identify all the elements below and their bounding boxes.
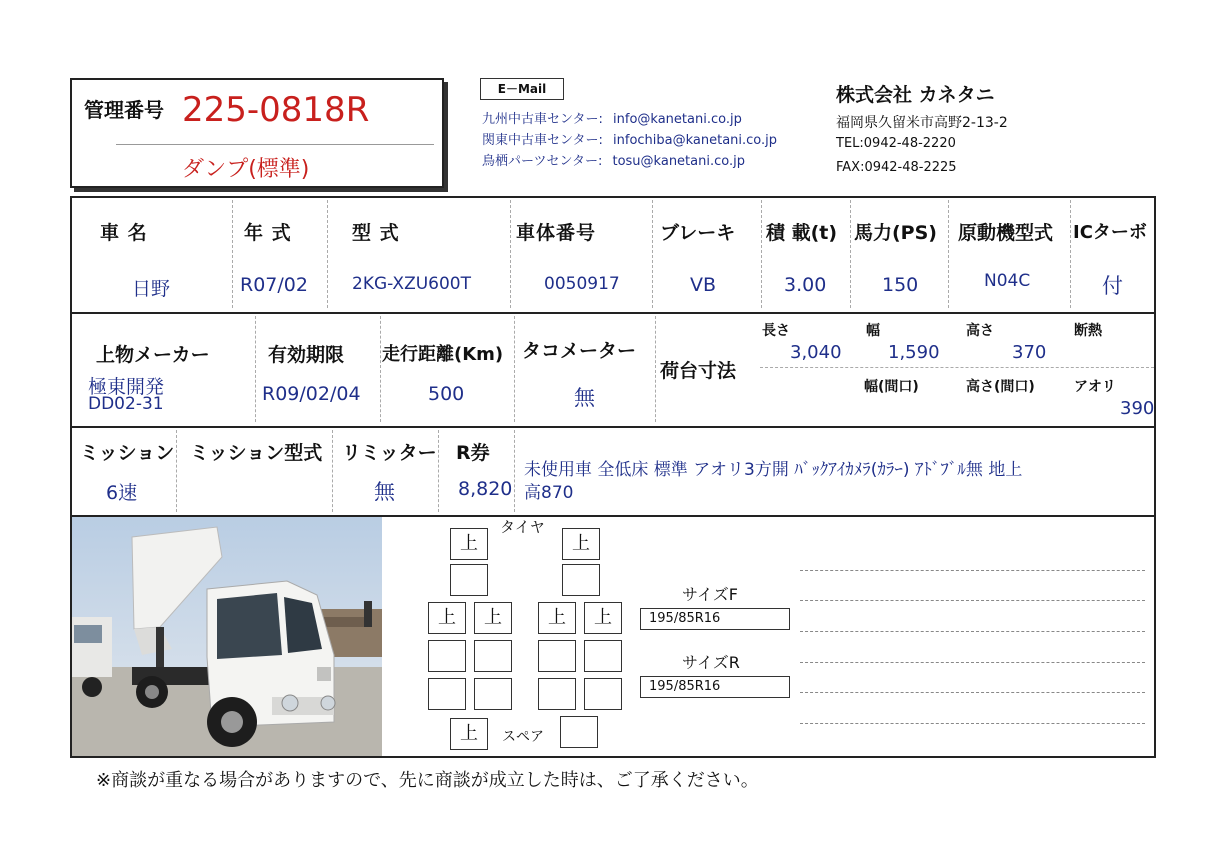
remarks-line2: 高870 [524,483,574,503]
tire-front-right: 上 [562,528,600,560]
tire-spare-mark: 上 [450,718,488,750]
label-height-open: 高さ(間口) [966,379,1035,395]
size-r-label: サイズR [682,653,740,672]
label-car-name: 車 名 [100,222,148,244]
label-load: 積 載(t) [766,222,838,244]
row-divider [70,426,1156,428]
value-body-model: DD02-31 [88,394,164,414]
size-f-label: サイズF [682,585,738,604]
label-year: 年 式 [244,222,292,244]
tire-front-left: 上 [450,528,488,560]
note-line [800,723,1145,724]
label-length: 長さ [762,323,790,339]
tire-rear-2-ri [538,640,576,672]
value-rken: 8,820 [458,478,513,500]
contact-row-tosu [482,150,745,169]
row-divider [70,312,1156,314]
col-sep [255,316,256,422]
tire-spare [560,716,598,748]
value-height: 370 [1012,342,1047,363]
tire-rear-right-inner: 上 [538,602,576,634]
label-limiter: リミッター [342,442,437,464]
col-sep [1070,200,1071,308]
col-sep [232,200,233,308]
label-mission: ミッション [80,442,175,464]
value-limiter: 無 [374,480,395,504]
value-body-maker: 極東開発 [88,376,165,398]
col-sep [514,316,515,422]
value-expiry: R09/02/04 [262,383,361,405]
label-brake: ブレーキ [660,222,736,244]
label-bed-size: 荷台寸法 [660,360,737,382]
contact-row-kyushu [482,108,742,127]
label-chassis: 車体番号 [516,222,597,244]
tire-rear-2-ro [584,640,622,672]
truck-photo [72,517,382,756]
note-line [800,570,1145,571]
label-gate: アオリ [1074,379,1116,395]
size-r-value: 195/85R16 [640,676,790,698]
tire-rear-3-ro [584,678,622,710]
company-fax: FAX:0942-48-2225 [836,160,957,175]
mgmt-divider [116,144,434,145]
contact-email[interactable]: tosu@kanetani.co.jp [612,154,745,169]
dims-sep [760,367,1154,368]
mgmt-label: 管理番号 [84,98,164,122]
label-body-maker: 上物メーカー [96,344,210,366]
label-expiry: 有効期限 [268,344,345,366]
contact-center: 関東中古車センター: [482,133,603,148]
label-mission-type: ミッション型式 [190,442,323,464]
col-sep [438,430,439,512]
value-mission: 6速 [106,482,138,504]
value-model: 2KG-XZU600T [352,274,471,294]
value-width: 1,590 [888,342,940,363]
label-height: 高さ [966,323,994,339]
value-length: 3,040 [790,342,842,363]
size-f-value: 195/85R16 [640,608,790,630]
col-sep [948,200,949,308]
tire-rear-2-lo [428,640,466,672]
label-power: 馬力(PS) [854,222,937,244]
label-rken: R券 [456,442,490,464]
value-tacho: 無 [574,386,595,410]
tire-rear-2-li [474,640,512,672]
tire-title: タイヤ [500,518,545,536]
col-sep [655,316,656,422]
col-sep [332,430,333,512]
col-sep [761,200,762,308]
label-width-open: 幅(間口) [864,379,919,395]
contact-center: 鳥栖パーツセンター: [482,154,603,169]
company-name: 株式会社 カネタニ [836,84,995,106]
tire-rear-left-outer: 上 [428,602,466,634]
value-year: R07/02 [240,274,308,296]
label-insulation: 断熱 [1074,323,1102,339]
value-turbo: 付 [1102,274,1123,298]
footer-note: ※商談が重なる場合がありますので、先に商談が成立した時は、ご了承ください。 [96,770,759,791]
col-sep [514,430,515,512]
tire-rear-3-li [474,678,512,710]
value-chassis: 0050917 [544,274,620,294]
label-model: 型 式 [352,222,400,244]
company-address: 福岡県久留米市高野2-13-2 [836,115,1008,131]
tire-front-right-2 [562,564,600,596]
email-label: E－Mail [480,78,564,100]
mgmt-number: 225-0818R [182,90,370,130]
note-line [800,692,1145,693]
mgmt-box [70,78,444,188]
value-engine: N04C [984,271,1031,291]
tire-rear-left-inner: 上 [474,602,512,634]
remarks-line1: 未使用車 全低床 標準 アオリ3方開 ﾊﾞｯｸｱｲｶﾒﾗ(ｶﾗｰ) ｱﾄﾞﾌﾞﾙ無 地上 [524,460,1023,480]
col-sep [652,200,653,308]
label-mileage: 走行距離(Km) [382,344,504,365]
tire-front-left-2 [450,564,488,596]
value-power: 150 [882,274,919,296]
note-line [800,600,1145,601]
company-tel: TEL:0942-48-2220 [836,136,956,151]
value-brake: VB [690,274,717,296]
label-width: 幅 [866,323,880,339]
tire-rear-3-lo [428,678,466,710]
value-mileage: 500 [428,383,465,405]
label-tacho: タコメーター [522,340,637,362]
note-line [800,662,1145,663]
spare-label: スペア [502,729,544,745]
vehicle-type: ダンプ(標準) [182,157,310,182]
label-turbo: ICターボ [1073,222,1147,243]
col-sep [327,200,328,308]
tire-rear-3-ri [538,678,576,710]
value-car-name: 日野 [132,278,171,300]
contact-row-kanto [482,129,777,148]
value-load: 3.00 [784,274,827,296]
label-engine: 原動機型式 [958,222,1054,244]
col-sep [850,200,851,308]
col-sep [380,316,381,422]
tire-rear-right-outer: 上 [584,602,622,634]
contact-email[interactable]: infochiba@kanetani.co.jp [613,133,778,148]
contact-email[interactable]: info@kanetani.co.jp [613,112,742,127]
value-gate: 390 [1120,398,1155,419]
note-line [800,631,1145,632]
col-sep [176,430,177,512]
col-sep [510,200,511,308]
contact-center: 九州中古車センター: [482,112,603,127]
